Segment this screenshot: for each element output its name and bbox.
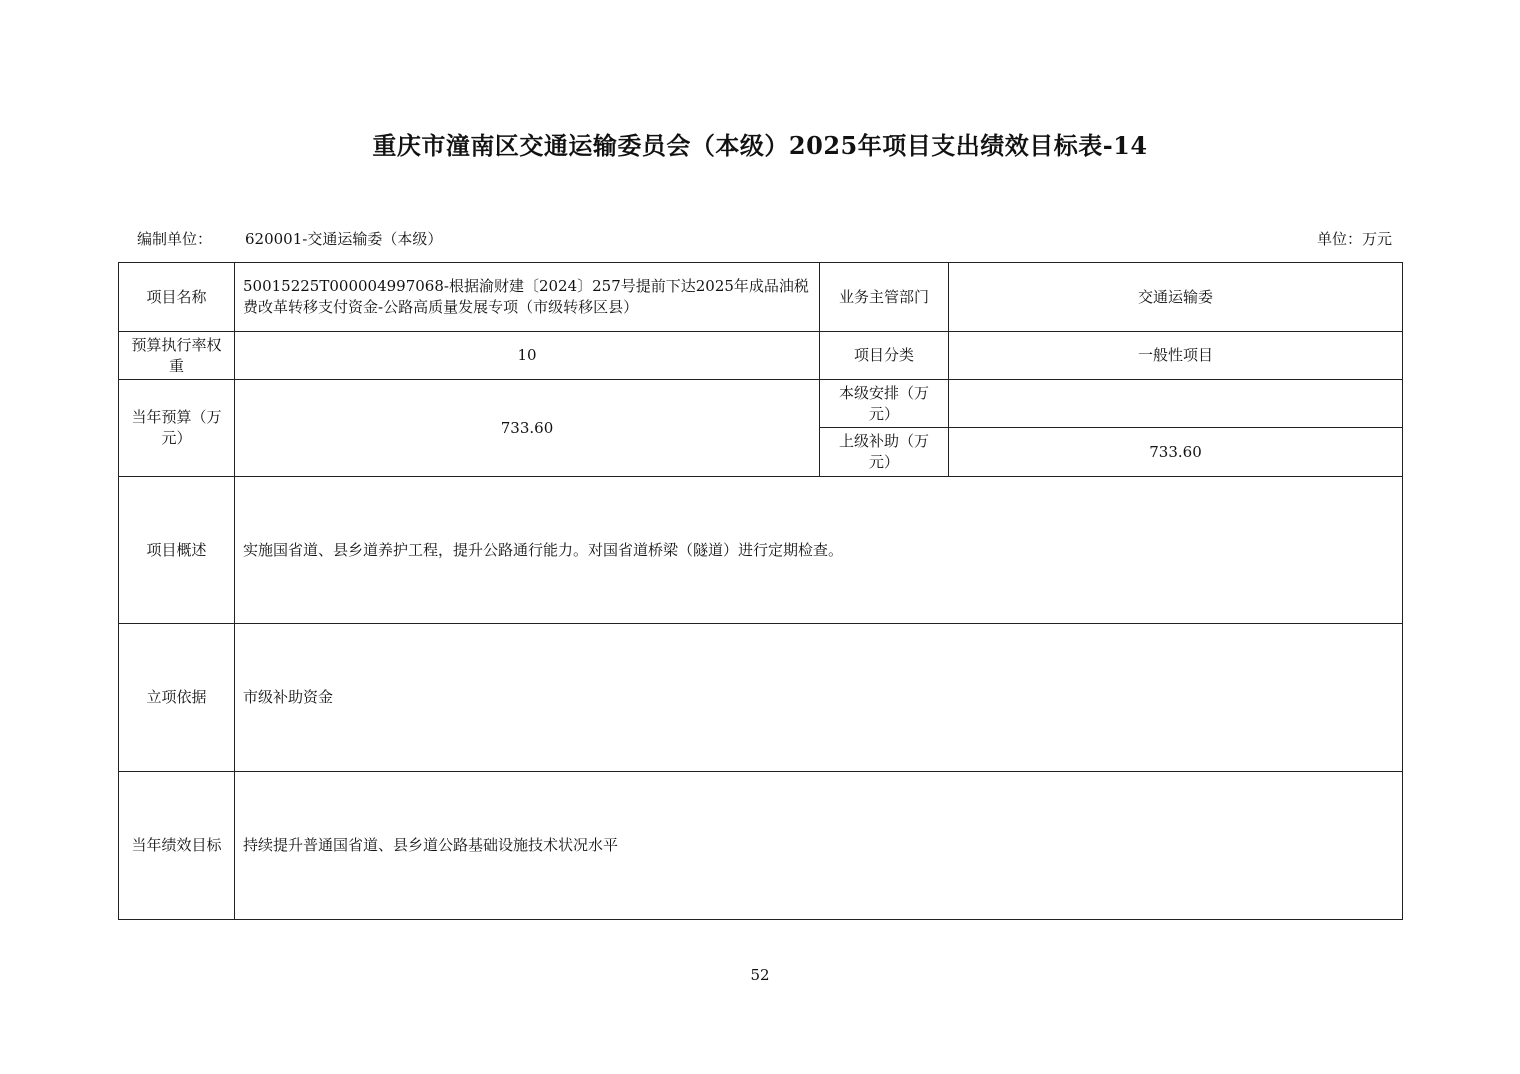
unit-value: 620001-交通运输委（本级） [245, 230, 443, 248]
project-name-value: 50015225T000004997068-根据渝财建〔2024〕257号提前下达2025年成品油税费改革转移支付资金-公路高质量发展专项（市级转移区县） [235, 263, 820, 332]
goal-value: 持续提升普通国省道、县乡道公路基础设施技术状况水平 [235, 772, 1403, 920]
table-row [119, 263, 1403, 332]
unit-label: 编制单位： [137, 230, 213, 248]
annual-budget-value: 733.60 [235, 380, 820, 477]
dept-label: 业务主管部门 [820, 263, 949, 332]
table-row [119, 380, 1403, 428]
table-row [119, 477, 1403, 624]
superior-subsidy-value: 733.60 [949, 428, 1403, 477]
table-row [119, 624, 1403, 772]
table-row [119, 332, 1403, 380]
overview-label: 项目概述 [119, 477, 235, 624]
page-number: 52 [750, 966, 770, 984]
performance-target-table [118, 262, 1403, 920]
project-name-label: 项目名称 [119, 263, 235, 332]
superior-subsidy-label: 上级补助（万元） [820, 428, 949, 477]
overview-value: 实施国省道、县乡道养护工程，提升公路通行能力。对国省道桥梁（隧道）进行定期检查。 [235, 477, 1403, 624]
basis-label: 立项依据 [119, 624, 235, 772]
budget-weight-label: 预算执行率权重 [119, 332, 235, 380]
local-arrangement-label: 本级安排（万元） [820, 380, 949, 428]
category-label: 项目分类 [820, 332, 949, 380]
local-arrangement-value [949, 380, 1403, 428]
category-value: 一般性项目 [949, 332, 1403, 380]
table-row [119, 772, 1403, 920]
currency-unit: 单位：万元 [1316, 230, 1392, 248]
goal-label: 当年绩效目标 [119, 772, 235, 920]
budget-weight-value: 10 [235, 332, 820, 380]
basis-value: 市级补助资金 [235, 624, 1403, 772]
dept-value: 交通运输委 [949, 263, 1403, 332]
annual-budget-label: 当年预算（万元） [119, 380, 235, 477]
page-title: 重庆市潼南区交通运输委员会（本级）2025年项目支出绩效目标表-14 [372, 131, 1148, 160]
